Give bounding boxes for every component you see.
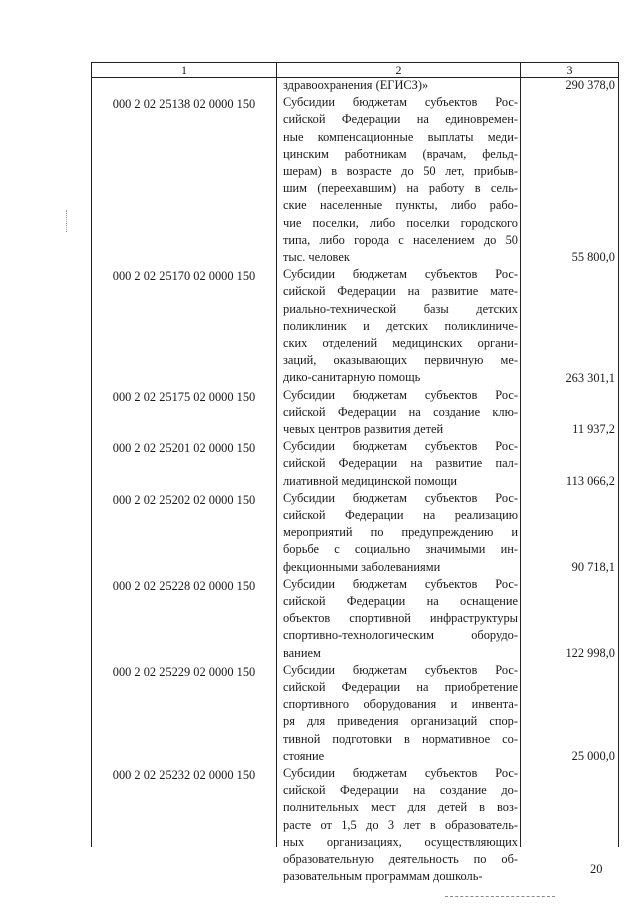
table-row — [92, 387, 618, 439]
header-col-3: 3 — [566, 63, 573, 77]
row-code: 000 2 02 25138 02 0000 150 — [112, 97, 256, 112]
description-line: сийской Федерации на создание до- — [283, 783, 518, 798]
description-line: сийской Федерации на развитие мате- — [283, 284, 518, 299]
row-code: 000 2 02 25232 02 0000 150 — [112, 768, 256, 782]
description-line: шим (переехавшим) на работу в сель- — [283, 181, 518, 196]
row-description — [277, 94, 520, 266]
description-line: фекционными заболеваниями — [283, 559, 441, 574]
description-line: ря для приведения организаций спор- — [283, 714, 518, 729]
description-line: риально-технической базы детских — [283, 301, 518, 316]
description-line: Субсидии бюджетам субъектов Рос- — [283, 267, 518, 282]
row-code: 000 2 02 25175 02 0000 150 — [112, 389, 256, 404]
description-line: заций, оказывающих первичную ме- — [283, 353, 518, 368]
header-col-2: 2 — [395, 63, 402, 77]
description-line: Субсидии бюджетам субъектов Рос- — [283, 387, 518, 402]
row-code: 000 2 02 25202 02 0000 150 — [112, 492, 256, 507]
row-description — [277, 765, 520, 885]
table-row — [92, 266, 618, 386]
description-line: цинским работникам (врачам, фельд- — [283, 146, 518, 161]
description-line: ные компенсационные выплаты меди- — [283, 129, 518, 144]
row-amount: 55 800,0 — [571, 250, 615, 265]
description-line: мероприятий по предупреждению и — [283, 525, 518, 540]
row-code: 000 2 02 25201 02 0000 150 — [112, 441, 256, 456]
description-line: дико-санитарную помощь — [283, 370, 421, 385]
row-amount: 113 066,2 — [565, 473, 615, 488]
row-description — [277, 662, 520, 765]
description-line: сийской Федерации на реализацию — [283, 508, 518, 522]
description-line: ванием — [283, 645, 321, 660]
description-line: спортивно-технологическим оборудо- — [283, 628, 518, 643]
description-line: стояние — [283, 748, 325, 763]
row-code: 000 2 02 25170 02 0000 150 — [112, 269, 256, 284]
row-description — [277, 77, 520, 94]
description-line: сийской Федерации на приобретение — [283, 680, 518, 694]
row-amount: 25 000,0 — [571, 748, 615, 763]
description-line: тыс. человек — [283, 250, 350, 265]
row-code: 000 2 02 25229 02 0000 150 — [112, 664, 256, 679]
row-code: 000 2 02 25228 02 0000 150 — [112, 578, 256, 593]
description-line: Субсидии бюджетам субъектов Рос- — [283, 490, 518, 505]
row-amount: 122 998,0 — [565, 645, 615, 660]
description-line: ских отделений медицинских органи- — [283, 336, 518, 350]
row-amount: 11 937,2 — [572, 422, 615, 437]
row-amount: 90 718,1 — [571, 559, 615, 574]
description-line: Субсидии бюджетам субъектов Рос- — [283, 662, 518, 677]
description-line: сийской Федерации на оснащение — [283, 594, 518, 608]
table-row — [92, 490, 618, 576]
table-row — [92, 765, 618, 885]
description-line: сийской Федерации на создание клю- — [283, 404, 518, 419]
scan-artifact — [445, 896, 555, 899]
description-line: разовательным программам дошколь- — [283, 869, 483, 884]
description-line: шерам) в возрасте до 50 лет, прибыв- — [283, 164, 518, 178]
description-line: борьбе с социально значимыми ин- — [283, 542, 518, 557]
scan-artifact — [66, 210, 68, 232]
row-description — [277, 266, 520, 386]
description-line: объектов спортивной инфраструктуры — [283, 611, 518, 626]
row-description — [277, 576, 520, 662]
description-line: сийской Федерации на развитие пал- — [283, 456, 518, 471]
description-line: расте от 1,5 до 3 лет в образователь- — [283, 817, 518, 832]
table-row — [92, 662, 618, 765]
table-row — [92, 77, 618, 94]
description-line: полнительных мест для детей в воз- — [283, 800, 518, 815]
description-line: поликлиник и детских поликлиниче- — [283, 318, 518, 333]
description-line: Субсидии бюджетам субъектов Рос- — [283, 95, 518, 110]
description-line: образовательную деятельность по об- — [283, 852, 518, 867]
header-col-1: 1 — [181, 63, 187, 77]
description-line: сийской Федерации на единовремен- — [283, 112, 518, 127]
description-line: Субсидии бюджетам субъектов Рос- — [283, 766, 518, 780]
table-row — [92, 438, 618, 490]
row-description — [277, 387, 520, 439]
table-row — [92, 576, 618, 662]
table-row — [92, 94, 618, 266]
description-line: чие поселки, либо поселки городского — [283, 215, 518, 230]
description-line: Субсидии бюджетам субъектов Рос- — [283, 576, 518, 591]
description-line: типа, либо города с населением до 50 — [283, 232, 518, 247]
description-line: здравоохранения (ЕГИСЗ)» — [283, 78, 429, 92]
row-description — [277, 438, 520, 490]
description-line: Субсидии бюджетам субъектов Рос- — [283, 439, 518, 454]
description-line: чевых центров развития детей — [283, 422, 444, 436]
description-line: спортивного оборудования и инвента- — [283, 697, 518, 712]
description-line: ных организациях, осуществляющих — [283, 834, 518, 849]
row-description — [277, 490, 520, 576]
description-line: лиативной медицинской помощи — [283, 473, 458, 488]
description-line: ские населенные пункты, либо рабо- — [283, 198, 518, 213]
row-amount: 290 378,0 — [565, 78, 615, 93]
page-number: 20 — [590, 862, 603, 876]
description-line: тивной подготовки в нормативное со- — [283, 731, 518, 746]
budget-table — [91, 62, 619, 884]
row-amount: 263 301,1 — [565, 370, 615, 385]
